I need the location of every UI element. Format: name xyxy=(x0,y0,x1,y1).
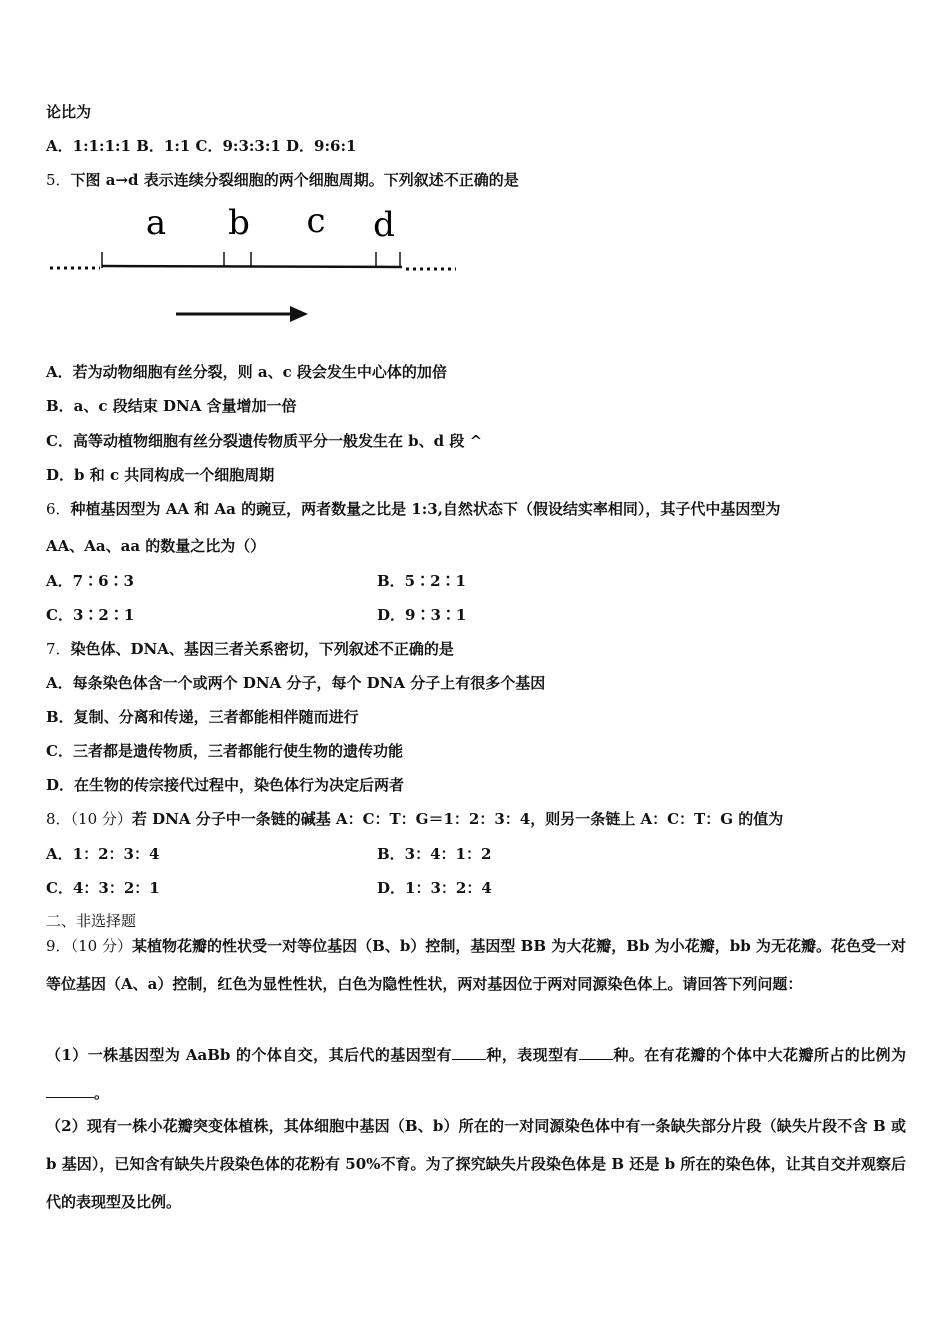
q4-tail: 论比为 xyxy=(46,103,92,121)
q9-stem xyxy=(46,927,906,1003)
q7-option-b: B．复制、分离和传递，三者都能相伴随而进行 xyxy=(46,708,359,726)
q9-part1-b: 种，表现型有 xyxy=(485,1046,579,1064)
q9-part1-c: 种。在有花瓣的个体中大花瓣所占的比例为 xyxy=(612,1046,906,1064)
q5-option-b: B．a、c 段结束 DNA 含量增加一倍 xyxy=(46,397,297,415)
label-c: c xyxy=(306,201,326,241)
label-b: b xyxy=(228,203,250,243)
q7-option-d: D．在生物的传宗接代过程中，染色体行为决定后两者 xyxy=(46,776,405,794)
q6-stem-line2: AA、Aa、aa 的数量之比为（） xyxy=(46,537,266,555)
q5-number: 5． xyxy=(46,171,71,189)
q8-score: （10 分） xyxy=(70,810,132,828)
q5-option-c: C．高等动植物细胞有丝分裂遗传物质平分一般发生在 b、d 段 ^ xyxy=(46,432,483,450)
q8-number: 8． xyxy=(46,810,71,828)
q9-stem-text: 某植物花瓣的性状受一对等位基因（B、b）控制，基因型 BB 为大花瓣，Bb 为小花瓣，bb 为无花瓣。花色受一对等位基因（A、a）控制，红色为显性性状，白色为隐性性状，两对基因位于两对同源染色体上。请回答下列问题： xyxy=(46,937,907,993)
q6-stem-text: 种植基因型为 AA 和 Aa 的豌豆，两者数量之比是 1:3,自然状态下（假设结实率相同），其子代中基因型为 xyxy=(70,500,781,518)
q9-score: （10 分） xyxy=(70,937,132,955)
direction-arrow-head xyxy=(290,306,308,322)
q8-option-d: D．1：3：2：4 xyxy=(377,879,492,897)
q5-option-a: A．若为动物细胞有丝分裂，则 a、c 段会发生中心体的加倍 xyxy=(46,363,447,381)
q6-option-c: C．3∶2∶1 xyxy=(46,606,135,624)
q5-stem xyxy=(46,170,519,190)
q8-stem-text: 若 DNA 分子中一条链的碱基 A：C：T：G＝1：2：3：4，则另一条链上 A：C：T：G 的值为 xyxy=(131,810,784,828)
label-d: d xyxy=(373,205,395,245)
q8-option-c: C．4：3：2：1 xyxy=(46,879,160,897)
q7-stem-text: 染色体、DNA、基因三者关系密切，下列叙述不正确的是 xyxy=(70,640,454,658)
q9-part1-d: 。 xyxy=(94,1084,110,1102)
q7-stem xyxy=(46,639,454,659)
q7-number: 7． xyxy=(46,640,71,658)
q9-part1-a: （1）一株基因型为 AaBb 的个体自交，其后代的基因型有 xyxy=(46,1046,452,1064)
q5-option-d: D．b 和 c 共同构成一个细胞周期 xyxy=(46,466,275,484)
q9-part2: （2）现有一株小花瓣突变体植株，其体细胞中基因（B、b）所在的一对同源染色体中有一条缺失部分片段（缺失片段不含 B 或 b 基因），已知含有缺失片段染色体的花粉有 50%不育。为了探究缺失片段染色体是 B 还是 b 所在的染色体，让其自交并观察后代的表现型及比例。 xyxy=(46,1117,906,1211)
section-heading-non-choice: 二、非选择题 xyxy=(46,912,137,930)
q9-number: 9． xyxy=(46,937,71,955)
q8-option-b: B．3：4：1：2 xyxy=(377,845,492,863)
q8-option-a: A．1：2：3：4 xyxy=(46,845,160,863)
q8-stem xyxy=(46,809,783,829)
q7-option-c: C．三者都是遗传物质，三者都能行使生物的遗传功能 xyxy=(46,742,403,760)
q6-option-b: B．5∶2∶1 xyxy=(377,572,466,590)
q6-option-a: A．7∶6∶3 xyxy=(46,572,134,590)
q4-options: A．1:1:1:1 B．1:1 C．9:3:3:1 D．9:6:1 xyxy=(46,137,357,155)
cell-cycle-figure xyxy=(46,200,466,340)
q6-stem-line1 xyxy=(46,499,780,519)
q5-stem-text: 下图 a→d 表示连续分裂细胞的两个细胞周期。下列叙述不正确的是 xyxy=(70,171,519,189)
label-a: a xyxy=(145,203,167,243)
answer-blank-genotypes[interactable] xyxy=(452,1045,486,1060)
q7-option-a: A．每条染色体含一个或两个 DNA 分子，每个 DNA 分子上有很多个基因 xyxy=(46,674,546,692)
q6-option-d: D．9∶3∶1 xyxy=(377,606,467,624)
answer-blank-ratio[interactable] xyxy=(46,1083,94,1098)
q6-number: 6． xyxy=(46,500,71,518)
q9-part1 xyxy=(46,1036,906,1112)
answer-blank-phenotypes[interactable] xyxy=(579,1045,613,1060)
figure-timeline xyxy=(102,266,402,267)
